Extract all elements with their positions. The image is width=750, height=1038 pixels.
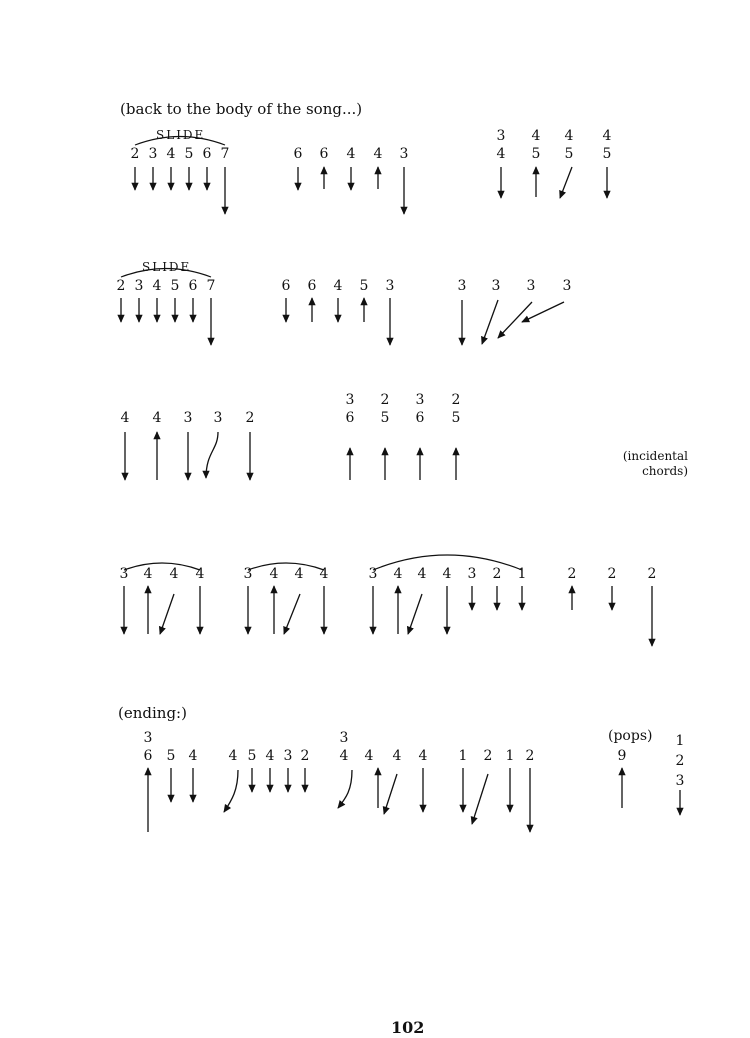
hole-number: 3 (526, 278, 536, 294)
hole-number: 2 (300, 748, 310, 764)
hole-number: 2 (647, 566, 657, 582)
hole-number: 4 (195, 566, 205, 582)
hole-number: 2 (451, 392, 461, 408)
hole-number: 5 (451, 410, 461, 426)
blow-arrow (384, 774, 397, 814)
slide-label-2: SLIDE (142, 260, 192, 274)
hole-number: 3 (119, 566, 129, 582)
hole-number: 4 (319, 566, 329, 582)
bend-arrow (206, 432, 218, 478)
blow-arrow (160, 594, 174, 634)
hole-number: 1 (458, 748, 468, 764)
hole-number: 2 (607, 566, 617, 582)
pops-label: (pops) (608, 728, 653, 744)
hole-number: 4 (228, 748, 238, 764)
hole-number: 4 (188, 748, 198, 764)
hole-number: 3 (345, 392, 355, 408)
incidental-line-2: chords) (642, 464, 688, 478)
hole-number: 5 (602, 146, 612, 162)
hole-number: 4 (166, 146, 176, 162)
hole-number: 6 (188, 278, 198, 294)
hole-number: 3 (491, 278, 501, 294)
hole-number: 5 (531, 146, 541, 162)
hole-number: 2 (116, 278, 126, 294)
hole-number: 2 (483, 748, 493, 764)
hole-number: 1 (675, 733, 685, 749)
hole-number: 6 (293, 146, 303, 162)
hole-number: 4 (418, 748, 428, 764)
hole-number: 3 (134, 278, 144, 294)
hole-number: 6 (319, 146, 329, 162)
blow-arrow (284, 594, 300, 634)
blow-arrow (408, 594, 422, 634)
page-number: 102 (391, 1018, 425, 1037)
hole-number: 4 (152, 410, 162, 426)
hole-number: 1 (505, 748, 515, 764)
hole-number: 4 (564, 128, 574, 144)
slide-label-1: SLIDE (156, 128, 206, 142)
hole-number: 3 (415, 392, 425, 408)
hole-number: 4 (417, 566, 427, 582)
body-heading: (back to the body of the song...) (120, 100, 363, 118)
hole-number: 3 (143, 730, 153, 746)
hole-number: 2 (567, 566, 577, 582)
blow-arrow (482, 300, 498, 344)
hole-number: 4 (442, 566, 452, 582)
hole-number: 5 (166, 748, 176, 764)
hole-number: 2 (380, 392, 390, 408)
hole-number: 4 (346, 146, 356, 162)
slur-arc (135, 137, 225, 146)
hole-number: 4 (265, 748, 275, 764)
hole-number: 3 (385, 278, 395, 294)
hole-number: 4 (120, 410, 130, 426)
hole-number: 3 (339, 730, 349, 746)
slur-arc (121, 269, 211, 278)
hole-number: 3 (148, 146, 158, 162)
hole-number: 2 (245, 410, 255, 426)
hole-number: 2 (675, 753, 685, 769)
hole-number: 6 (415, 410, 425, 426)
hole-number: 4 (152, 278, 162, 294)
blow-arrow (560, 167, 572, 198)
hole-number: 4 (169, 566, 179, 582)
hole-number: 5 (380, 410, 390, 426)
slur-arc (248, 563, 324, 570)
incidental-line-1: (incidental (622, 449, 688, 463)
bend-arrow (224, 770, 238, 812)
hole-number: 3 (213, 410, 223, 426)
hole-number: 2 (492, 566, 502, 582)
hole-number: 4 (373, 146, 383, 162)
hole-number: 6 (345, 410, 355, 426)
hole-number: 1 (517, 566, 527, 582)
hole-number: 4 (602, 128, 612, 144)
hole-number: 6 (281, 278, 291, 294)
hole-number: 7 (220, 146, 230, 162)
ending-heading: (ending:) (118, 704, 187, 722)
hole-number: 3 (283, 748, 293, 764)
hole-number: 3 (457, 278, 467, 294)
hole-number: 3 (562, 278, 572, 294)
hole-number: 3 (183, 410, 193, 426)
hole-number: 7 (206, 278, 216, 294)
hole-number: 5 (247, 748, 257, 764)
hole-number: 5 (184, 146, 194, 162)
hole-number: 4 (294, 566, 304, 582)
hole-number: 9 (617, 748, 627, 764)
bend-arrow (338, 770, 352, 808)
hole-number: 6 (307, 278, 317, 294)
hole-number: 6 (202, 146, 212, 162)
hole-number: 4 (496, 146, 506, 162)
hole-number: 6 (143, 748, 153, 764)
hole-number: 3 (467, 566, 477, 582)
hole-number: 4 (531, 128, 541, 144)
hole-number: 2 (130, 146, 140, 162)
hole-number: 4 (339, 748, 349, 764)
hole-number: 4 (333, 278, 343, 294)
slur-arc (124, 563, 200, 570)
hole-number: 3 (243, 566, 253, 582)
hole-number: 5 (564, 146, 574, 162)
hole-number: 4 (269, 566, 279, 582)
hole-number: 3 (496, 128, 506, 144)
hole-number: 3 (675, 773, 685, 789)
blow-arrow (472, 774, 488, 824)
hole-number: 2 (525, 748, 535, 764)
hole-number: 4 (393, 566, 403, 582)
hole-number: 3 (399, 146, 409, 162)
hole-number: 4 (364, 748, 374, 764)
hole-number: 4 (143, 566, 153, 582)
hole-number: 5 (170, 278, 180, 294)
hole-number: 5 (359, 278, 369, 294)
hole-number: 3 (368, 566, 378, 582)
hole-number: 4 (392, 748, 402, 764)
